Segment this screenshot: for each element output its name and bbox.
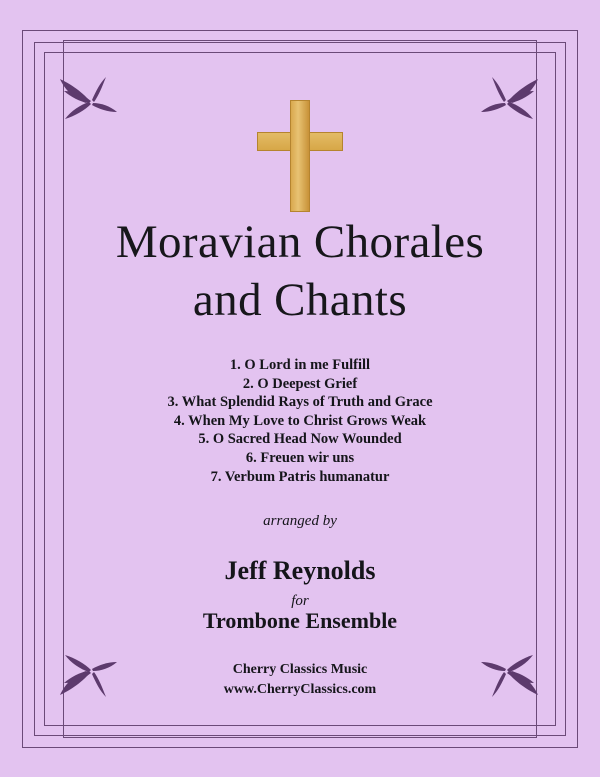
- list-item-title: What Splendid Rays of Truth and Grace: [181, 394, 433, 411]
- list-item-title: Verbum Patris humanatur: [224, 468, 390, 485]
- list-item: [0, 375, 600, 394]
- list-item-title: O Deepest Grief: [257, 375, 358, 392]
- publisher-website: www.CherryClassics.com: [223, 682, 377, 697]
- publisher-name: Cherry Classics Music: [232, 662, 368, 677]
- page-title: [0, 213, 600, 329]
- list-item-number: 5.: [198, 431, 210, 448]
- list-item-number: 7.: [210, 468, 222, 485]
- for-label: for: [291, 593, 309, 609]
- list-item: [0, 356, 600, 375]
- list-item-title: Freuen wir uns: [260, 449, 355, 466]
- list-item-number: 3.: [167, 394, 179, 411]
- list-item-title: When My Love to Christ Grows Weak: [188, 412, 427, 429]
- list-item: [0, 412, 600, 431]
- list-item-number: 4.: [173, 412, 185, 429]
- arranger-name: Jeff Reynolds: [224, 556, 376, 585]
- contents-list: [0, 356, 600, 486]
- list-item: [0, 393, 600, 412]
- list-item: [0, 468, 600, 487]
- list-item: [0, 430, 600, 449]
- cross-vertical-bar: [290, 100, 310, 212]
- list-item-title: O Lord in me Fulfill: [244, 357, 371, 373]
- cross-icon: [257, 100, 343, 212]
- ensemble-name: Trombone Ensemble: [202, 608, 398, 633]
- list-item-number: 6.: [245, 449, 257, 466]
- list-item-number: 2.: [242, 375, 254, 392]
- publisher-block: [0, 660, 600, 700]
- title-line-1: Moravian Chorales: [115, 216, 485, 268]
- list-item: [0, 449, 600, 468]
- list-item-title: O Sacred Head Now Wounded: [212, 431, 402, 448]
- cross-graphic: [0, 100, 600, 217]
- list-item-number: 1.: [229, 357, 241, 373]
- arranged-by-label: arranged by: [263, 513, 337, 529]
- title-line-2: and Chants: [192, 274, 408, 326]
